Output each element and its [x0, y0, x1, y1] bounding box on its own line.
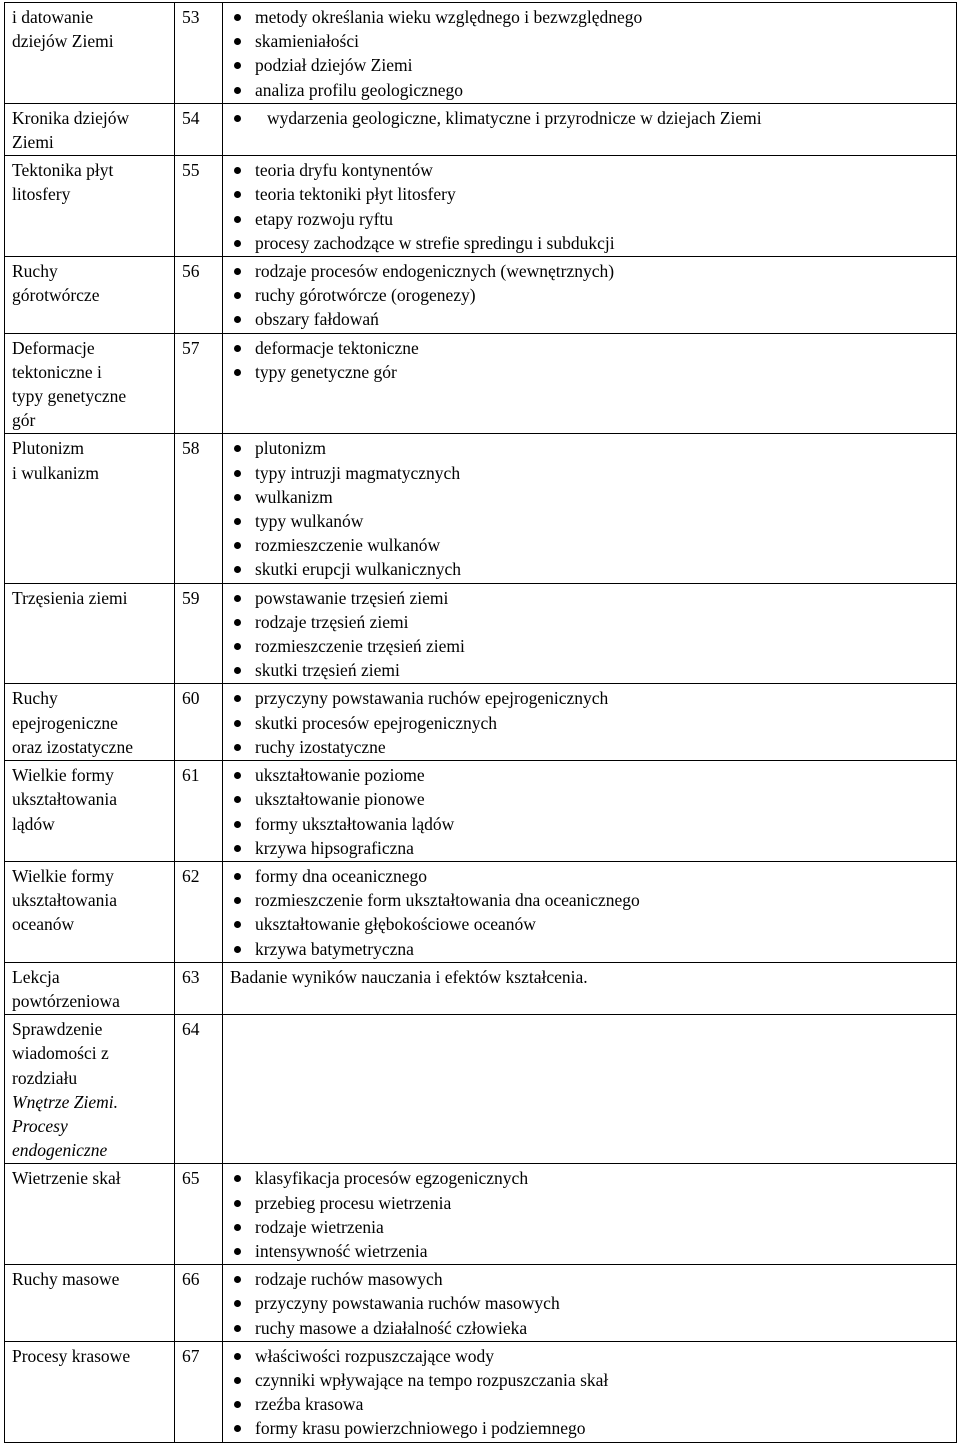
list-item: wulkanizm — [230, 485, 950, 509]
content-cell — [223, 761, 957, 862]
topic-cell — [5, 684, 175, 761]
topic-line: Ruchy — [12, 261, 58, 282]
lesson-number: 64 — [175, 1015, 223, 1164]
list-item: rodzaje procesów endogenicznych (wewnętrznych) — [230, 259, 950, 283]
topic-line: i datowanie — [12, 7, 94, 27]
list-item: ukształtowanie poziome — [230, 763, 950, 787]
topic-cell — [5, 333, 175, 434]
list-item: analiza profilu geologicznego — [230, 78, 950, 102]
list-item: deformacje tektoniczne — [230, 336, 950, 360]
table-row — [5, 1164, 957, 1265]
list-item: czynniki wpływające na tempo rozpuszczania skał — [230, 1368, 950, 1392]
lesson-number: 57 — [175, 333, 223, 434]
list-item: typy genetyczne gór — [230, 360, 950, 384]
list-item: właściwości rozpuszczające wody — [230, 1344, 950, 1368]
topic-line: Wielkie formy — [12, 865, 114, 886]
table-row — [5, 1265, 957, 1342]
list-item: formy dna oceanicznego — [230, 864, 950, 888]
table-row — [5, 1015, 957, 1164]
topic-cell — [5, 861, 175, 962]
lesson-number: 67 — [175, 1341, 223, 1442]
topic-line: Tektonika płyt — [12, 160, 114, 181]
table-row — [5, 861, 957, 962]
list-item: rozmieszczenie form ukształtowania dna oceanicznego — [230, 888, 950, 912]
topic-line: Ruchy masowe — [12, 1269, 120, 1290]
content-cell — [223, 684, 957, 761]
list-item: teoria tektoniki płyt litosfery — [230, 182, 950, 206]
list-item: plutonizm — [230, 436, 950, 460]
bullet-list — [230, 1344, 950, 1441]
bullet-list — [230, 436, 950, 581]
topic-line: lądów — [12, 813, 55, 834]
topic-cell — [5, 1164, 175, 1265]
topic-line: typy genetyczne — [12, 386, 127, 407]
bullet-list — [230, 106, 950, 130]
list-item: ukształtowanie pionowe — [230, 787, 950, 811]
topic-line: Wielkie formy — [12, 765, 114, 786]
lesson-number: 66 — [175, 1265, 223, 1342]
bullet-list — [230, 336, 950, 384]
list-item: teoria dryfu kontynentów — [230, 158, 950, 182]
topic-cell — [5, 434, 175, 583]
list-item: podział dziejów Ziemi — [230, 53, 950, 77]
lesson-number: 63 — [175, 962, 223, 1014]
topic-cell — [5, 103, 175, 155]
lesson-description: Badanie wyników nauczania i efektów kształcenia. — [230, 966, 588, 987]
topic-line: Lekcja — [12, 966, 60, 987]
topic-line: Deformacje — [12, 337, 95, 358]
list-item: skutki procesów epejrogenicznych — [230, 711, 950, 735]
topic-cell — [5, 3, 175, 104]
topic-line: tektoniczne i — [12, 361, 102, 382]
bullet-list — [230, 5, 950, 102]
topic-line: ukształtowania — [12, 890, 117, 911]
list-item: metody określania wieku względnego i bezwzględnego — [230, 5, 950, 29]
lesson-number: 59 — [175, 583, 223, 684]
bullet-list — [230, 158, 950, 255]
content-cell — [223, 3, 957, 104]
topic-line-italic: Wnętrze Ziemi. — [12, 1091, 118, 1112]
content-cell — [223, 156, 957, 257]
topic-line: Procesy krasowe — [12, 1345, 131, 1366]
list-item: ruchy górotwórcze (orogenezy) — [230, 283, 950, 307]
topic-line: Wietrzenie skał — [12, 1168, 121, 1189]
list-item: rzeźba krasowa — [230, 1392, 950, 1416]
lesson-number: 62 — [175, 861, 223, 962]
bullet-list — [230, 1166, 950, 1263]
topic-line: i wulkanizm — [12, 462, 99, 483]
content-cell — [223, 962, 957, 1014]
topic-line-italic: endogeniczne — [12, 1140, 108, 1161]
curriculum-table — [4, 2, 957, 1443]
lesson-number: 58 — [175, 434, 223, 583]
topic-line: oceanów — [12, 914, 75, 935]
table-row — [5, 156, 957, 257]
table-row — [5, 583, 957, 684]
table-row — [5, 333, 957, 434]
lesson-number: 61 — [175, 761, 223, 862]
list-item: rodzaje wietrzenia — [230, 1215, 950, 1239]
topic-cell — [5, 962, 175, 1014]
list-item: procesy zachodzące w strefie spredingu i subdukcji — [230, 231, 950, 255]
list-item: formy ukształtowania lądów — [230, 812, 950, 836]
topic-cell — [5, 583, 175, 684]
list-item: powstawanie trzęsień ziemi — [230, 586, 950, 610]
topic-line: epejrogeniczne — [12, 712, 118, 733]
lesson-number: 54 — [175, 103, 223, 155]
topic-cell — [5, 156, 175, 257]
lesson-number: 65 — [175, 1164, 223, 1265]
topic-cell — [5, 761, 175, 862]
bullet-list — [230, 586, 950, 683]
list-item: rodzaje trzęsień ziemi — [230, 610, 950, 634]
list-item: przyczyny powstawania ruchów epejrogenicznych — [230, 686, 950, 710]
list-item: ruchy izostatyczne — [230, 735, 950, 759]
table-row — [5, 103, 957, 155]
content-cell — [223, 257, 957, 334]
table-row — [5, 3, 957, 104]
lesson-number: 53 — [175, 3, 223, 104]
table-row — [5, 1341, 957, 1442]
list-item: krzywa hipsograficzna — [230, 836, 950, 860]
list-item: rozmieszczenie trzęsień ziemi — [230, 634, 950, 658]
topic-line: Sprawdzenie — [12, 1019, 103, 1040]
bullet-list — [230, 259, 950, 332]
list-item: typy wulkanów — [230, 509, 950, 533]
bullet-list — [230, 763, 950, 860]
list-item: intensywność wietrzenia — [230, 1239, 950, 1263]
topic-line: powtórzeniowa — [12, 990, 120, 1011]
list-item: formy krasu powierzchniowego i podziemnego — [230, 1416, 950, 1440]
topic-line: oraz izostatyczne — [12, 736, 133, 757]
list-item: przyczyny powstawania ruchów masowych — [230, 1291, 950, 1315]
list-item: ruchy masowe a działalność człowieka — [230, 1316, 950, 1340]
bullet-list — [230, 686, 950, 759]
content-cell — [223, 861, 957, 962]
list-item: typy intruzji magmatycznych — [230, 461, 950, 485]
table-row — [5, 257, 957, 334]
topic-line: ukształtowania — [12, 789, 117, 810]
topic-line: dziejów Ziemi — [12, 31, 114, 52]
topic-line: Trzęsienia ziemi — [12, 587, 128, 608]
list-item: wydarzenia geologiczne, klimatyczne i przyrodnicze w dziejach Ziemi — [230, 106, 950, 130]
topic-line: litosfery — [12, 184, 71, 205]
bullet-list — [230, 864, 950, 961]
table-row — [5, 761, 957, 862]
content-cell — [223, 434, 957, 583]
topic-line: wiadomości z — [12, 1043, 109, 1064]
topic-cell — [5, 1265, 175, 1342]
topic-line: rozdziału — [12, 1067, 78, 1088]
curriculum-page — [4, 2, 956, 1443]
content-cell — [223, 103, 957, 155]
topic-line: gór — [12, 410, 36, 431]
table-row — [5, 684, 957, 761]
topic-line: Plutonizm — [12, 438, 84, 459]
topic-line-italic: Procesy — [12, 1115, 68, 1136]
topic-line: Kronika dziejów — [12, 107, 130, 128]
list-item: skutki erupcji wulkanicznych — [230, 557, 950, 581]
topic-cell — [5, 257, 175, 334]
content-cell — [223, 1015, 957, 1164]
list-item: rozmieszczenie wulkanów — [230, 533, 950, 557]
list-item: skutki trzęsień ziemi — [230, 658, 950, 682]
lesson-number: 60 — [175, 684, 223, 761]
list-item: klasyfikacja procesów egzogenicznych — [230, 1166, 950, 1190]
list-item: skamieniałości — [230, 29, 950, 53]
list-item: etapy rozwoju ryftu — [230, 207, 950, 231]
content-cell — [223, 583, 957, 684]
lesson-number: 56 — [175, 257, 223, 334]
content-cell — [223, 1341, 957, 1442]
list-item: przebieg procesu wietrzenia — [230, 1191, 950, 1215]
topic-cell — [5, 1015, 175, 1164]
topic-line: Ziemi — [12, 132, 54, 153]
topic-line: Ruchy — [12, 688, 58, 709]
content-cell — [223, 1265, 957, 1342]
list-item: ukształtowanie głębokościowe oceanów — [230, 912, 950, 936]
lesson-number: 55 — [175, 156, 223, 257]
topic-line: górotwórcze — [12, 285, 100, 306]
list-item: obszary fałdowań — [230, 307, 950, 331]
list-item: rodzaje ruchów masowych — [230, 1267, 950, 1291]
table-row — [5, 434, 957, 583]
content-cell — [223, 333, 957, 434]
bullet-list — [230, 1267, 950, 1340]
topic-cell — [5, 1341, 175, 1442]
content-cell — [223, 1164, 957, 1265]
list-item: krzywa batymetryczna — [230, 937, 950, 961]
table-row — [5, 962, 957, 1014]
